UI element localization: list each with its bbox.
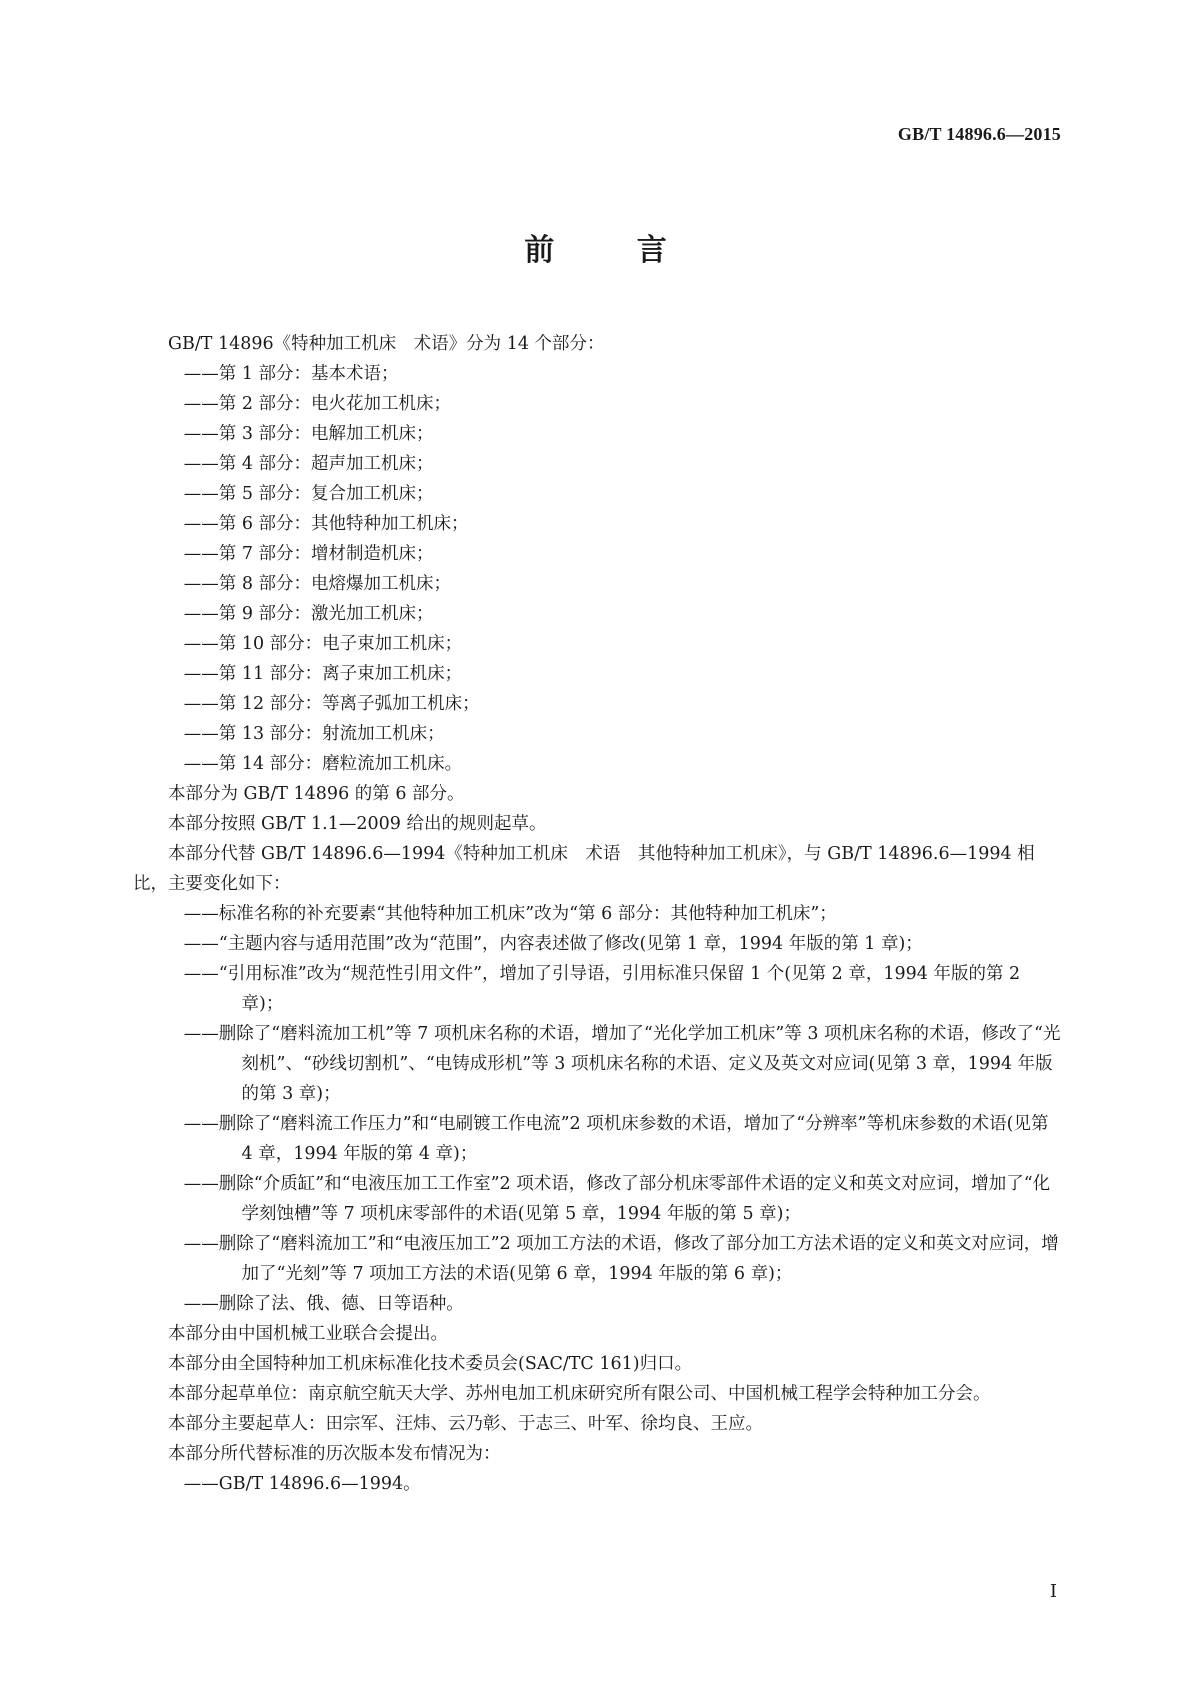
list-item: ——“主题内容与适用范围”改为“范围”，内容表述做了修改(见第 1 章，1994 年版的第 1 章)； [183, 934, 923, 954]
paragraph: 本部分由全国特种加工机床标准化技术委员会(SAC/TC 161)归口。 [168, 1354, 693, 1374]
list-item: ——删除了“磨料流加工”和“电液压加工”2 项加工方法的术语，修改了部分加工方法术语的定义和英文对应词，增加了“光刻”等 7 项加工方法的术语(见第 6 章，1994 年版的第 6 章)； [183, 1234, 1059, 1284]
paragraph: 本部分由中国机械工业联合会提出。 [168, 1324, 448, 1344]
list-item: ——第 5 部分：复合加工机床； [183, 484, 434, 504]
list-item: ——第 14 部分：磨粒流加工机床。 [183, 754, 463, 774]
paragraph: 本部分为 GB/T 14896 的第 6 部分。 [168, 784, 465, 804]
list-item: ——第 8 部分：电熔爆加工机床； [183, 574, 452, 594]
paragraph: 本部分主要起草人：田宗军、汪炜、云乃彰、于志三、叶军、徐均良、王应。 [168, 1414, 763, 1434]
list-item: ——删除了“磨料流工作压力”和“电刷镀工作电流”2 项机床参数的术语，增加了“分辨率”等机床参数的术语(见第 4 章，1994 年版的第 4 章)； [183, 1114, 1049, 1164]
list-item: ——第 6 部分：其他特种加工机床； [183, 514, 469, 534]
list-item: ——标准名称的补充要素“其他特种加工机床”改为“第 6 部分：其他特种加工机床”； [183, 904, 837, 924]
paragraph: 本部分代替 GB/T 14896.6—1994《特种加工机床 术语 其他特种加工机床》，与 GB/T 14896.6—1994 相比，主要变化如下： [133, 844, 1035, 894]
standard-code: GB/T 14896.6—2015 [897, 124, 1061, 144]
paragraph: 本部分所代替标准的历次版本发布情况为： [168, 1444, 501, 1464]
paragraph: GB/T 14896《特种加工机床 术语》分为 14 个部分： [168, 334, 605, 354]
list-item: ——GB/T 14896.6—1994。 [183, 1474, 421, 1494]
page-number: I [1049, 1581, 1057, 1602]
list-item: ——删除了法、俄、德、日等语种。 [183, 1294, 464, 1314]
list-item: ——第 9 部分：激光加工机床； [183, 604, 434, 624]
list-item: ——删除“介质缸”和“电液压加工工作室”2 项术语，修改了部分机床零部件术语的定义和英文对应词，增加了“化学刻蚀槽”等 7 项机床零部件的术语(见第 5 章，1994 年版的第 5 章)； [183, 1174, 1051, 1224]
list-item: ——第 7 部分：增材制造机床； [183, 544, 434, 564]
list-item: ——第 10 部分：电子束加工机床； [183, 634, 463, 654]
list-item: ——“引用标准”改为“规范性引用文件”，增加了引导语，引用标准只保留 1 个(见第 2 章，1994 年版的第 2 章)； [183, 964, 1021, 1014]
paragraph: 本部分起草单位：南京航空航天大学、苏州电加工机床研究所有限公司、中国机械工程学会特种加工分会。 [168, 1384, 991, 1404]
page-title: 前 言 [524, 233, 703, 268]
list-item: ——第 11 部分：离子束加工机床； [183, 664, 463, 684]
list-item: ——删除了“磨料流加工机”等 7 项机床名称的术语，增加了“光化学加工机床”等 3 项机床名称的术语，修改了“光刻机”、“砂线切割机”、“电铸成形机”等 3 项机床名称的术语、定义及英文对应词(见第 3 章，1994 年版的第 3 章)； [183, 1024, 1061, 1104]
list-item: ——第 3 部分：电解加工机床； [183, 424, 434, 444]
list-item: ——第 13 部分：射流加工机床； [183, 724, 445, 744]
foreword-body [133, 329, 1061, 1499]
list-item: ——第 1 部分：基本术语； [183, 364, 399, 384]
list-item: ——第 12 部分：等离子弧加工机床； [183, 694, 480, 714]
list-item: ——第 4 部分：超声加工机床； [183, 454, 434, 474]
list-item: ——第 2 部分：电火花加工机床； [183, 394, 452, 414]
paragraph: 本部分按照 GB/T 1.1—2009 给出的规则起草。 [168, 814, 547, 834]
